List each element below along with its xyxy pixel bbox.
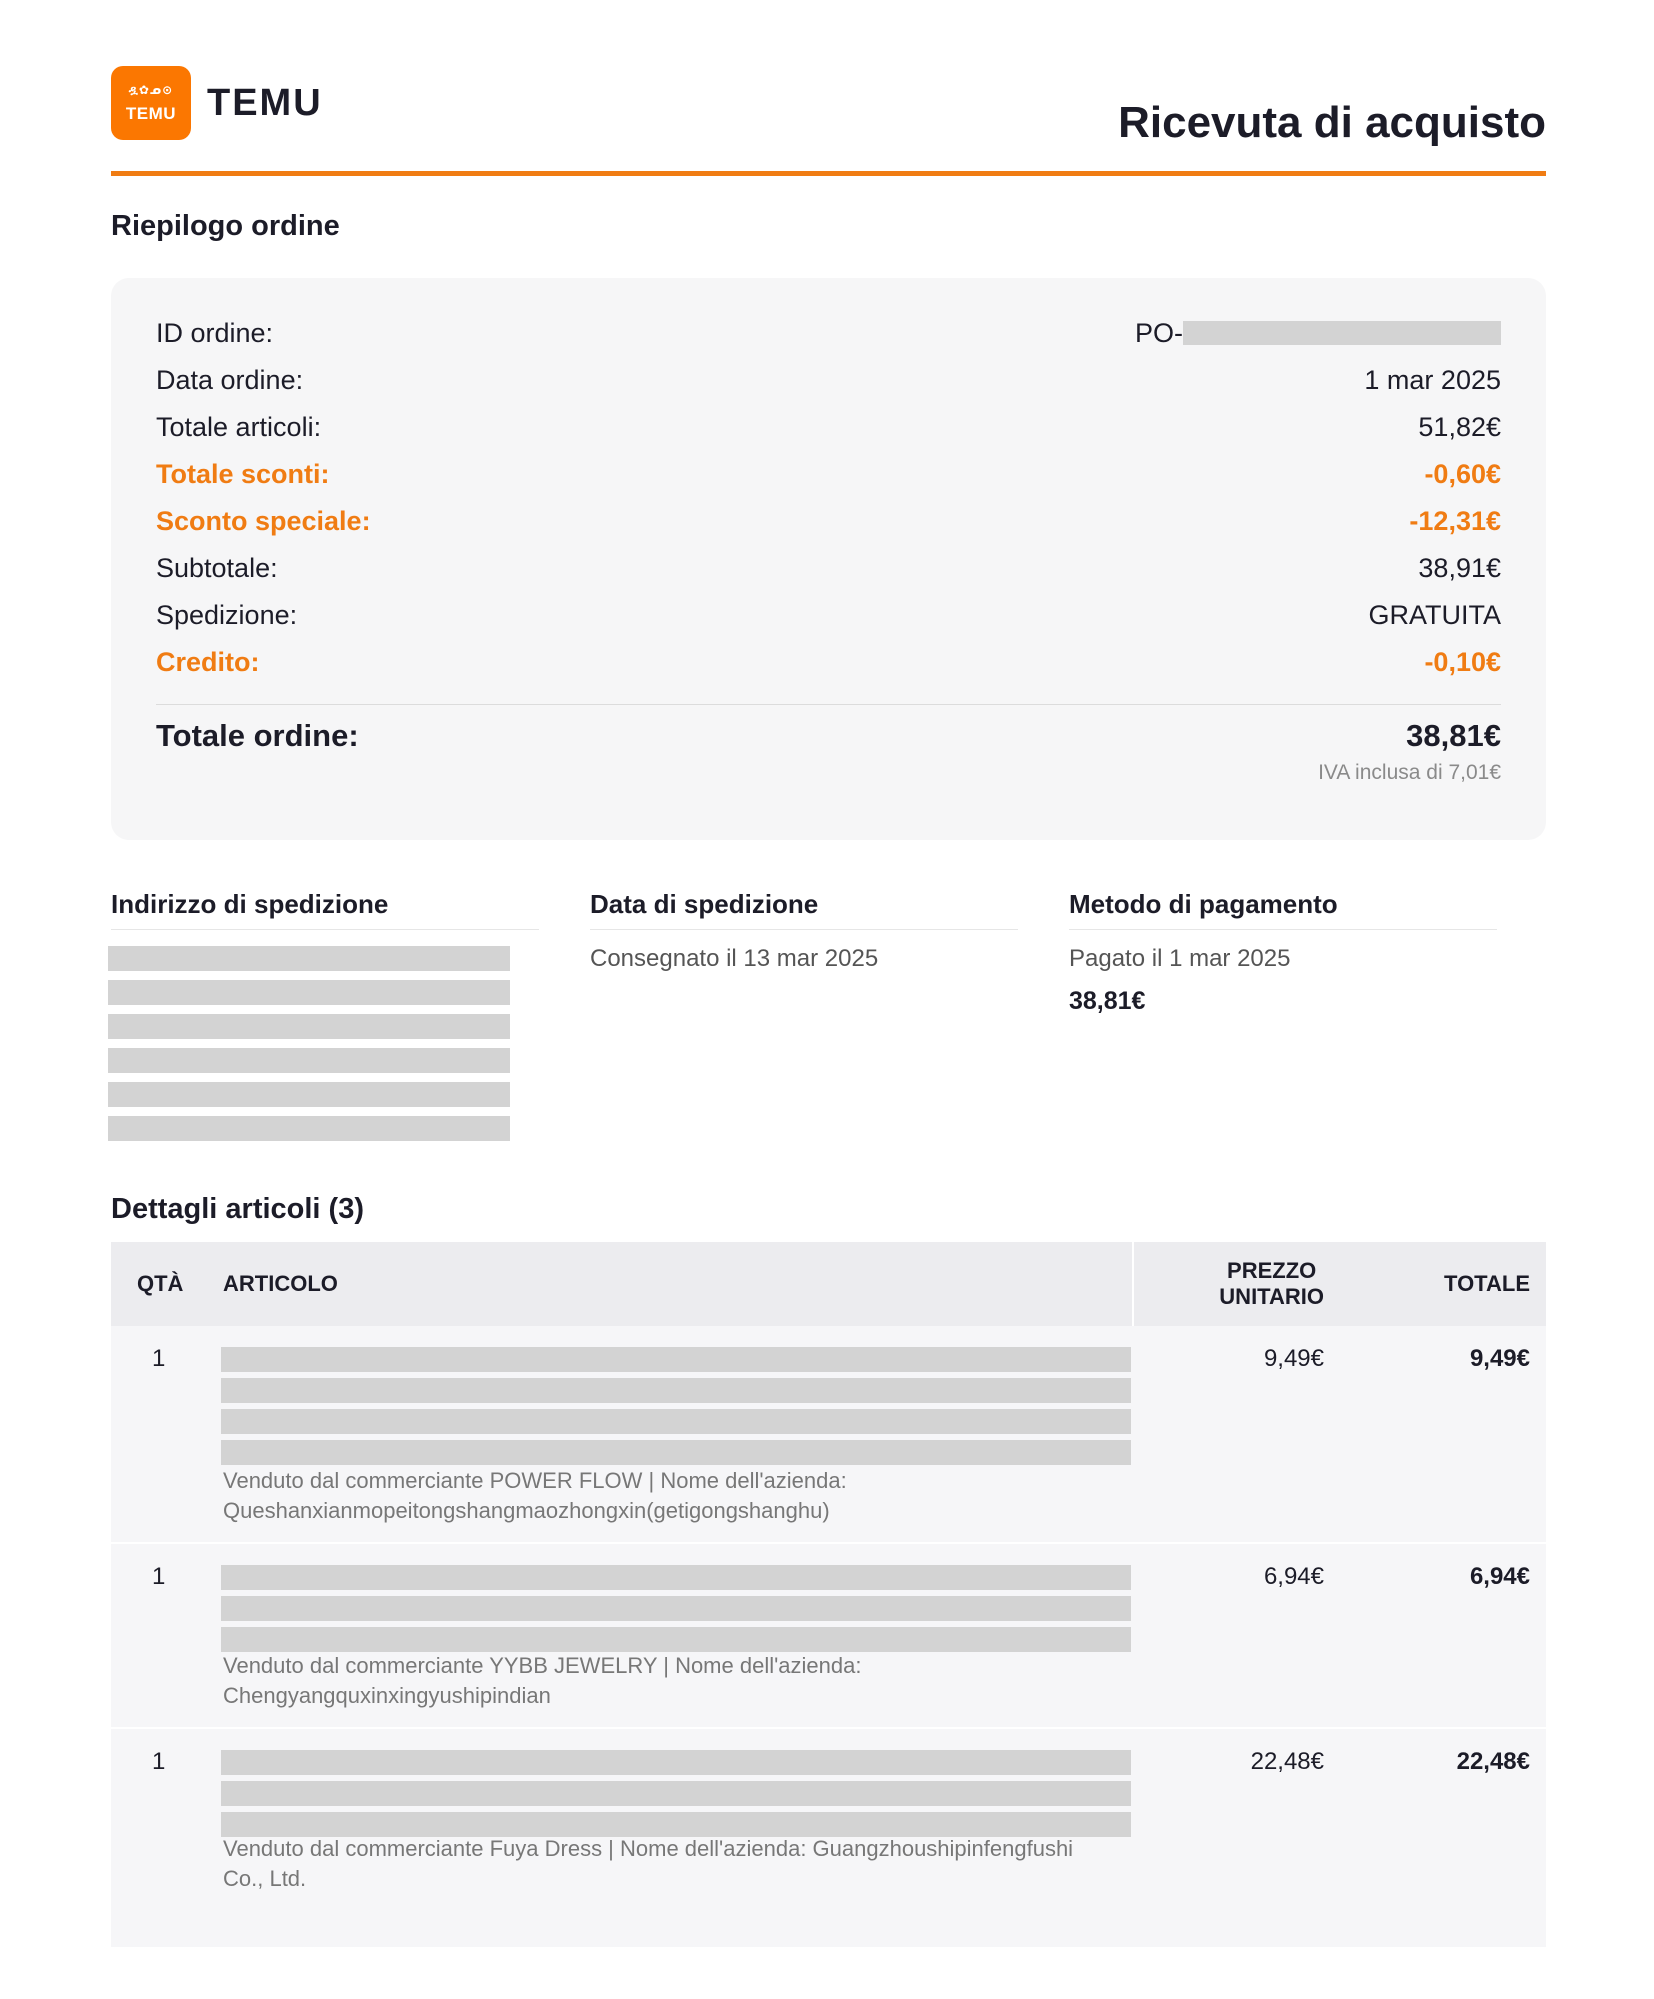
subtotal-value: 38,91€ <box>1418 553 1501 583</box>
order-id-value <box>1135 313 1501 353</box>
description-redaction-line <box>221 1596 1131 1621</box>
address-redaction-line <box>108 1014 510 1039</box>
items-table <box>111 1242 1546 1947</box>
shipping-date-section <box>590 884 1018 976</box>
item-seller <box>223 1651 1123 1711</box>
items-total-label: Totale articoli: <box>156 412 322 442</box>
item-total: 9,49€ <box>1469 1345 1530 1372</box>
order-date-row <box>156 360 1501 400</box>
shipping-row <box>156 595 1501 635</box>
order-summary-box <box>111 278 1546 840</box>
discounts-label: Totale sconti: <box>156 459 330 489</box>
seller-line: Venduto dal commerciante Fuya Dress | Nome dell'azienda: Guangzhoushipinfengfushi <box>223 1836 1074 1861</box>
shipping-address-title: Indirizzo di spedizione <box>111 884 539 930</box>
item-unit-price: 22,48€ <box>1250 1748 1324 1775</box>
address-redaction-line <box>108 946 510 971</box>
subtotal-row <box>156 548 1501 588</box>
order-date-value: 1 mar 2025 <box>1364 365 1501 395</box>
header-divider <box>1132 1242 1134 1326</box>
description-redaction-line <box>221 1409 1131 1434</box>
item-description-redacted <box>221 1347 1131 1471</box>
delivery-status: Consegnato il 13 mar 2025 <box>590 945 879 972</box>
shipping-address-redacted <box>108 946 510 1150</box>
shipping-label: Spedizione: <box>156 600 298 630</box>
payment-amount: 38,81€ <box>1069 987 1146 1015</box>
seller-line: Venduto dal commerciante YYBB JEWELRY | Nome dell'azienda: <box>223 1653 862 1678</box>
order-id-row <box>156 313 1501 353</box>
vat-note: IVA inclusa di 7,01€ <box>1318 761 1501 784</box>
description-redaction-line <box>221 1565 1131 1590</box>
item-unit-price: 6,94€ <box>1263 1563 1324 1590</box>
payment-status: Pagato il 1 mar 2025 <box>1069 945 1291 972</box>
column-total: TOTALE <box>1444 1271 1530 1296</box>
logo-small-text: TEMU <box>125 104 177 123</box>
items-total-value: 51,82€ <box>1418 412 1501 442</box>
brand-wordmark: TEMU <box>207 82 323 124</box>
description-redaction-line <box>221 1750 1131 1775</box>
credit-row <box>156 642 1501 682</box>
description-redaction-line <box>221 1627 1131 1652</box>
temu-logo <box>111 66 191 140</box>
shipping-date-title: Data di spedizione <box>590 884 1018 930</box>
order-date-label: Data ordine: <box>156 365 304 395</box>
seller-company: Queshanxianmopeitongshangmaozhongxin(getigongshanghu) <box>223 1498 830 1523</box>
item-total: 6,94€ <box>1469 1563 1530 1590</box>
column-item: ARTICOLO <box>223 1271 338 1296</box>
seller-company: Co., Ltd. <box>223 1866 307 1891</box>
logo-glyphs: ዷ✿ᓄ⊙ <box>128 83 174 97</box>
address-redaction-line <box>108 1048 510 1073</box>
credit-value: -0,10€ <box>1424 647 1501 677</box>
address-redaction-line <box>108 980 510 1005</box>
address-redaction-line <box>108 1082 510 1107</box>
seller-line: Venduto dal commerciante POWER FLOW | Nome dell'azienda: <box>223 1468 847 1493</box>
payment-method-title: Metodo di pagamento <box>1069 884 1497 930</box>
column-qty: QTÀ <box>137 1271 184 1296</box>
shipping-value: GRATUITA <box>1368 600 1501 630</box>
item-total: 22,48€ <box>1456 1748 1530 1775</box>
items-title: Dettagli articoli (3) <box>111 1193 364 1225</box>
table-row <box>111 1729 1546 1947</box>
seller-company: Chengyangquxinxingyushipindian <box>223 1683 551 1708</box>
discounts-value: -0,60€ <box>1424 459 1501 489</box>
address-redaction-line <box>108 1116 510 1141</box>
item-qty: 1 <box>152 1345 166 1372</box>
items-total-row <box>156 407 1501 447</box>
item-qty: 1 <box>152 1563 166 1590</box>
description-redaction-line <box>221 1378 1131 1403</box>
payment-method-section <box>1069 884 1497 1018</box>
item-description-redacted <box>221 1750 1131 1843</box>
credit-label: Credito: <box>156 647 260 677</box>
description-redaction-line <box>221 1347 1131 1372</box>
column-unit-price <box>1219 1242 1324 1326</box>
subtotal-label: Subtotale: <box>156 553 278 583</box>
order-id-label: ID ordine: <box>156 318 274 348</box>
column-unit-price-line2: UNITARIO <box>1219 1284 1324 1309</box>
column-unit-price-line1: PREZZO <box>1227 1258 1317 1283</box>
order-total-label: Totale ordine: <box>156 718 359 753</box>
page-title: Ricevuta di acquisto <box>1118 98 1546 147</box>
summary-divider <box>156 704 1501 705</box>
special-discount-row <box>156 501 1501 541</box>
item-qty: 1 <box>152 1748 166 1775</box>
receipt-header <box>111 64 1546 176</box>
discounts-row <box>156 454 1501 494</box>
summary-title: Riepilogo ordine <box>111 210 340 242</box>
description-redaction-line <box>221 1781 1131 1806</box>
order-total-value: 38,81€ <box>1406 718 1501 753</box>
item-unit-price: 9,49€ <box>1263 1345 1324 1372</box>
description-redaction-line <box>221 1440 1131 1465</box>
item-seller <box>223 1834 1123 1894</box>
table-row <box>111 1544 1546 1729</box>
shipping-address-section <box>111 884 539 930</box>
special-discount-label: Sconto speciale: <box>156 506 371 536</box>
item-description-redacted <box>221 1565 1131 1658</box>
item-seller <box>223 1466 1123 1526</box>
order-total-row <box>156 714 1501 758</box>
order-id-prefix: PO- <box>1134 318 1183 348</box>
special-discount-value: -12,31€ <box>1409 506 1501 536</box>
table-header <box>111 1242 1546 1326</box>
order-id-redaction <box>1183 321 1501 345</box>
table-row <box>111 1326 1546 1544</box>
